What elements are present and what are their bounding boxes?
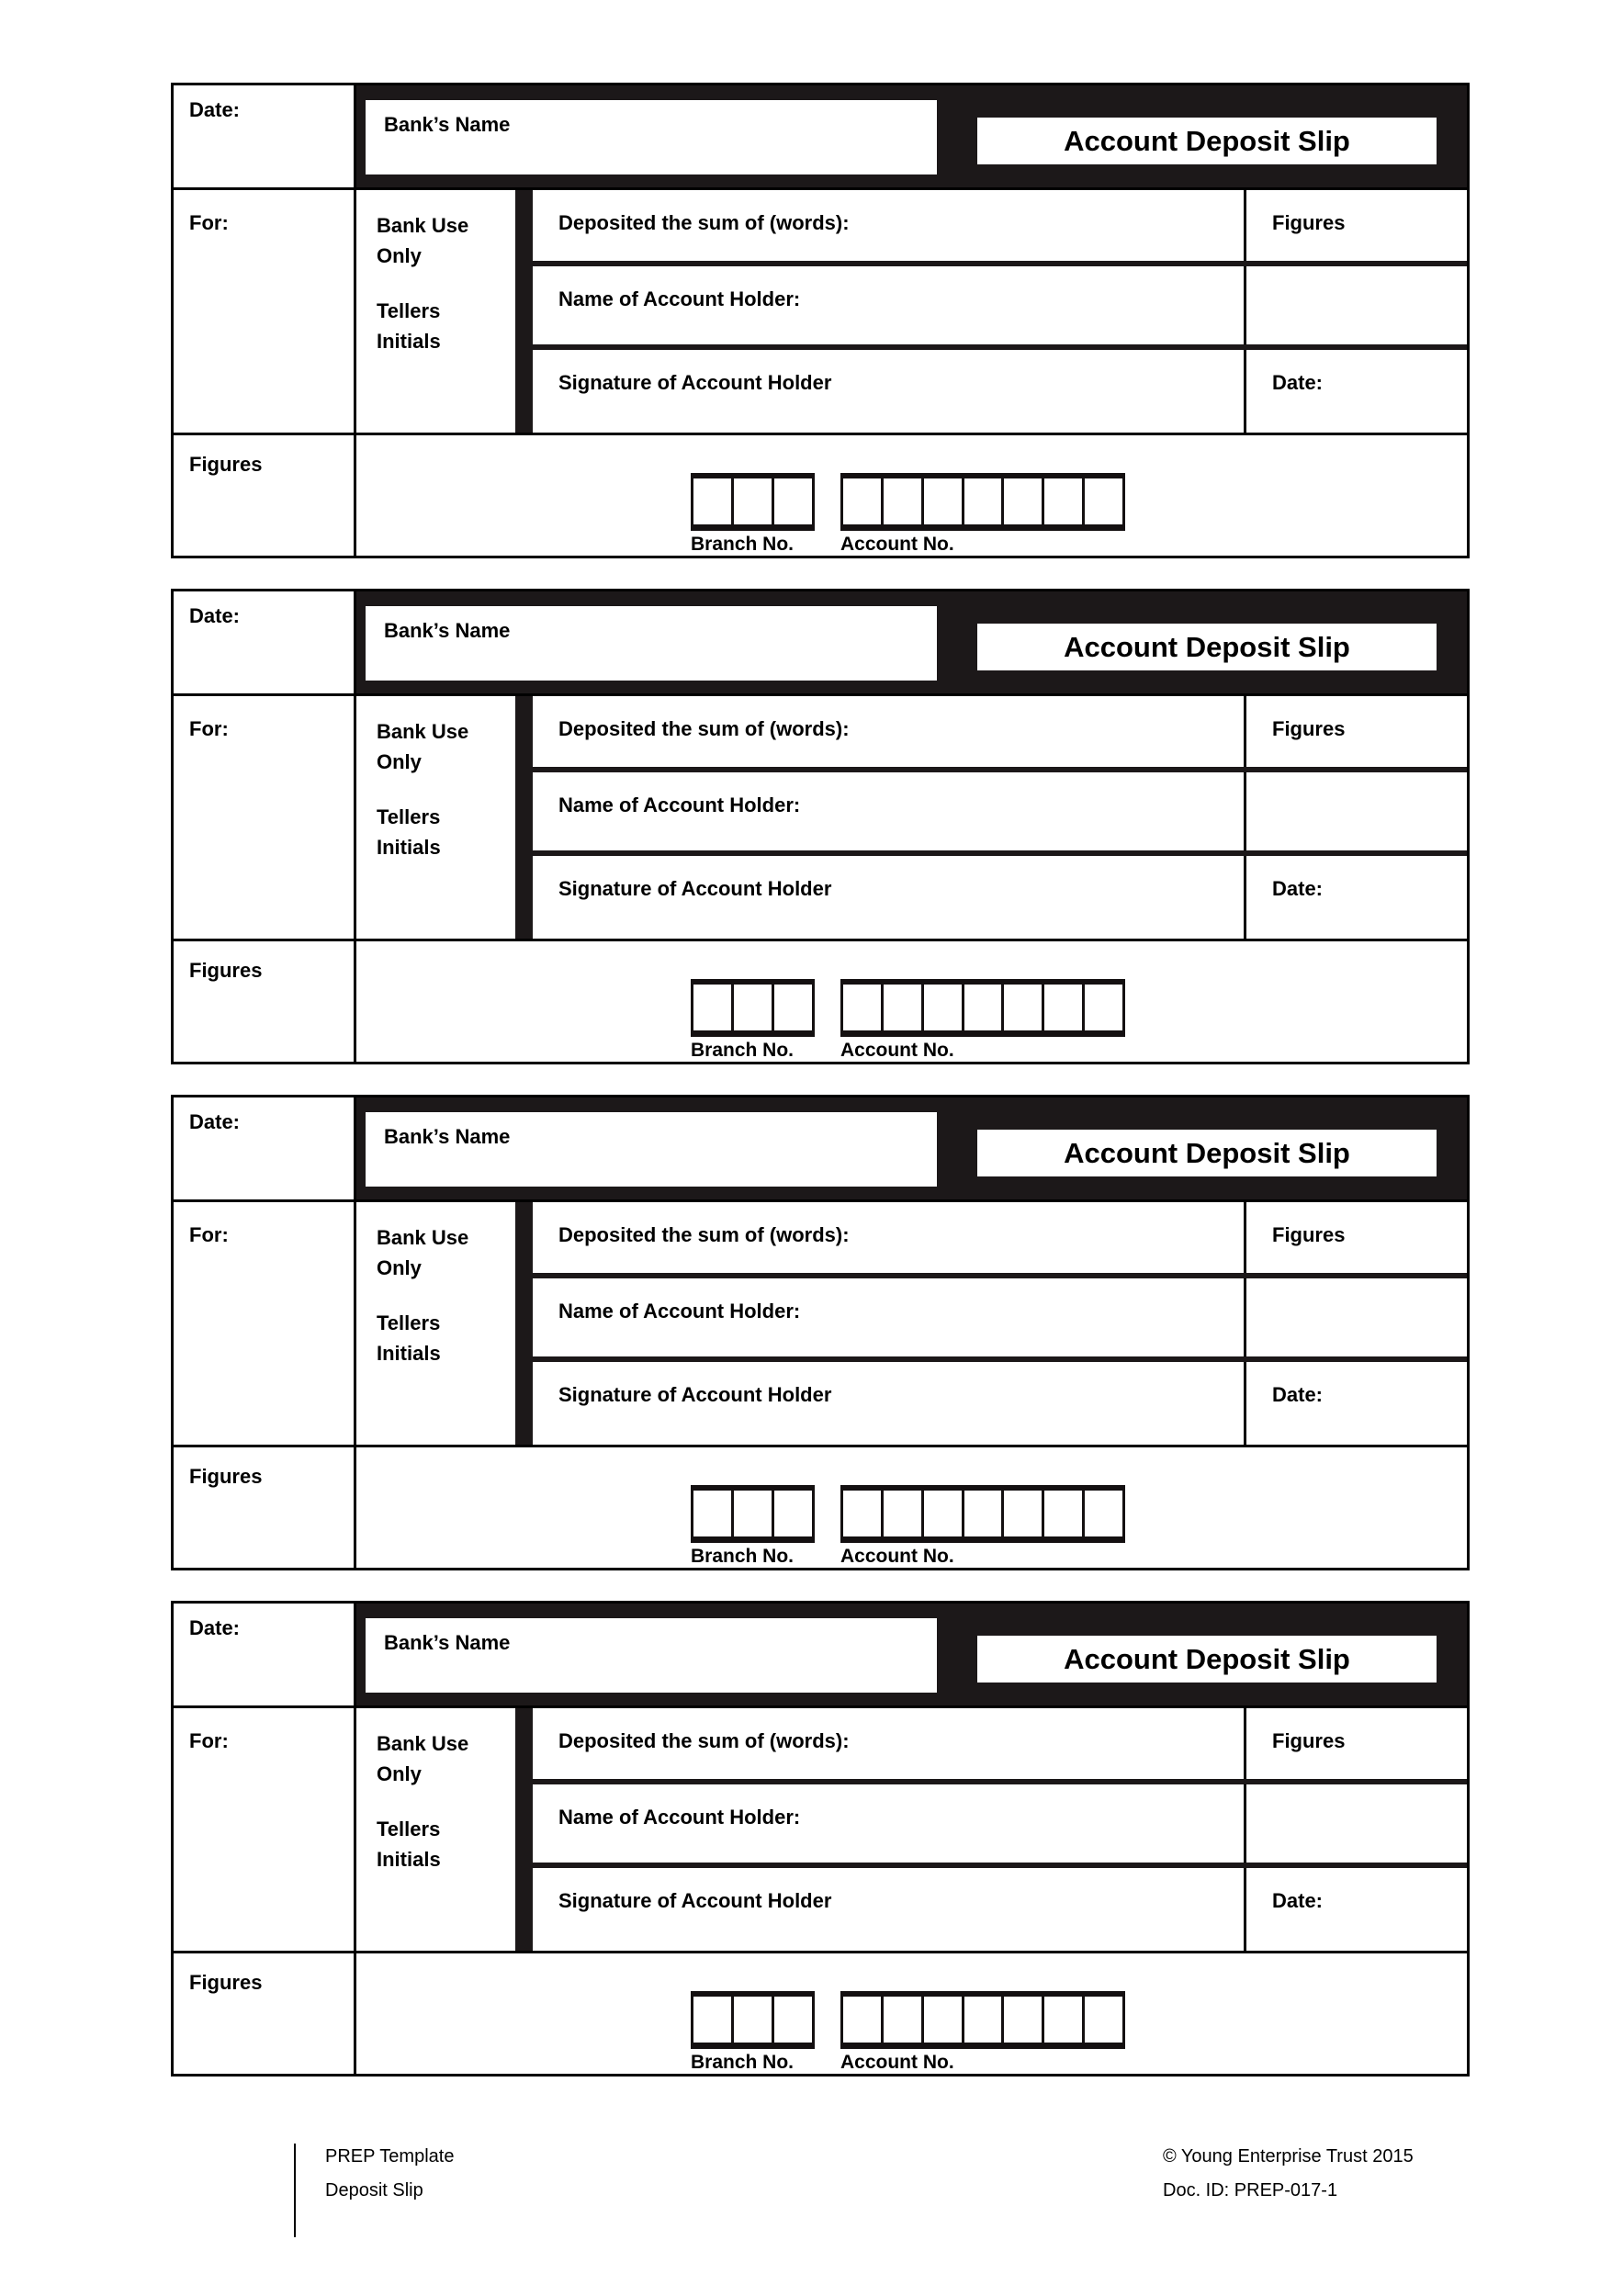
deposit-slip — [171, 589, 1470, 1064]
details-grid — [533, 696, 1467, 939]
signature-row — [533, 350, 1467, 433]
figures-row-label-cell — [174, 1953, 356, 2074]
figures-row — [174, 939, 1467, 1062]
branch-number-label: Branch No. — [691, 534, 795, 555]
slip-header — [174, 591, 1467, 696]
bank-name-box — [366, 100, 937, 174]
slip-middle — [174, 1708, 1467, 1951]
figures-header-cell — [1246, 696, 1467, 767]
signature-row — [533, 856, 1467, 939]
digit-box — [734, 1997, 774, 2043]
date-label: Date: — [189, 98, 241, 121]
account-number-group — [840, 1485, 1125, 1568]
digit-box — [774, 1491, 812, 1536]
signature-row — [533, 1362, 1467, 1445]
signature-cell — [533, 1868, 1246, 1951]
signature-date-label: Date: — [1272, 1383, 1324, 1406]
bank-use-only-label — [377, 716, 515, 777]
tellers-line: Tellers — [377, 1311, 441, 1334]
slip-title: Account Deposit Slip — [1064, 1642, 1350, 1675]
header-band — [356, 85, 1467, 187]
tellers-line: Initials — [377, 1342, 441, 1365]
deposited-cell — [533, 1708, 1246, 1779]
number-box-groups — [691, 1991, 1125, 2074]
bank-use-line: Bank Use — [377, 720, 469, 743]
account-number-label: Account No. — [840, 534, 954, 555]
figures-header-cell — [1246, 1202, 1467, 1273]
figures-entry-side-cell — [1246, 266, 1467, 344]
deposited-cell — [533, 1202, 1246, 1273]
header-band — [356, 1604, 1467, 1705]
figures-entry-side-cell — [1246, 1278, 1467, 1356]
tellers-initials-label — [377, 1814, 515, 1874]
tellers-initials-label — [377, 296, 515, 356]
signature-date-cell — [1246, 856, 1467, 939]
deposit-slip — [171, 1095, 1470, 1570]
figures-header-cell — [1246, 1708, 1467, 1779]
date-cell — [174, 1604, 356, 1705]
digit-box — [964, 1997, 1005, 2043]
branch-number-group — [691, 473, 815, 556]
digit-box — [1044, 478, 1085, 524]
digit-box — [884, 1997, 924, 2043]
slip-header — [174, 1604, 1467, 1708]
bank-use-line: Bank Use — [377, 1226, 469, 1249]
deposited-label: Deposited the sum of (words): — [558, 1223, 850, 1246]
thick-divider-bar — [515, 696, 533, 939]
details-grid — [533, 190, 1467, 433]
account-number-group — [840, 1991, 1125, 2074]
bank-use-cell — [356, 190, 515, 433]
account-holder-row — [533, 772, 1467, 856]
signature-label: Signature of Account Holder — [558, 1383, 832, 1406]
tellers-line: Initials — [377, 1848, 441, 1871]
figures-row-label-cell — [174, 435, 356, 556]
signature-cell — [533, 350, 1246, 433]
digit-box — [774, 1997, 812, 2043]
signature-label: Signature of Account Holder — [558, 877, 832, 900]
account-holder-row — [533, 1278, 1467, 1362]
slip-header — [174, 85, 1467, 190]
date-label: Date: — [189, 1616, 241, 1639]
digit-box — [774, 985, 812, 1030]
deposit-slip — [171, 83, 1470, 558]
figures-entry-side-cell — [1246, 1784, 1467, 1863]
account-number-boxes — [840, 1485, 1125, 1543]
branch-number-boxes — [691, 473, 815, 531]
bank-name-label: Bank’s Name — [384, 1631, 511, 1654]
bank-name-label: Bank’s Name — [384, 619, 511, 642]
signature-date-label: Date: — [1272, 1889, 1324, 1912]
account-number-boxes — [840, 1991, 1125, 2049]
digit-box — [734, 985, 774, 1030]
bank-use-line: Only — [377, 1256, 422, 1279]
title-box — [977, 1636, 1437, 1683]
digit-box — [1085, 985, 1122, 1030]
for-label: For: — [189, 211, 229, 234]
deposited-label: Deposited the sum of (words): — [558, 1729, 850, 1752]
deposited-row — [533, 1202, 1467, 1278]
account-holder-cell — [533, 1278, 1246, 1356]
bank-use-line: Bank Use — [377, 214, 469, 237]
slip-middle — [174, 696, 1467, 939]
signature-date-label: Date: — [1272, 877, 1324, 900]
deposited-cell — [533, 190, 1246, 261]
branch-number-label: Branch No. — [691, 2052, 795, 2073]
slip-middle — [174, 190, 1467, 433]
branch-number-label: Branch No. — [691, 1546, 795, 1567]
tellers-line: Tellers — [377, 299, 441, 322]
figures-entry-area — [356, 1953, 1467, 2074]
bank-use-only-label — [377, 1728, 515, 1789]
branch-number-group — [691, 1991, 815, 2074]
account-number-boxes — [840, 979, 1125, 1037]
figures-row — [174, 1951, 1467, 2074]
digit-box — [1004, 985, 1044, 1030]
header-band — [356, 591, 1467, 693]
tellers-initials-label — [377, 1308, 515, 1368]
footer-copyright: © Young Enterprise Trust 2015 — [1163, 2146, 1414, 2167]
tellers-initials-label — [377, 802, 515, 862]
bank-use-cell — [356, 696, 515, 939]
footer-doc-title: PREP Template — [325, 2146, 455, 2167]
date-label: Date: — [189, 604, 241, 627]
title-box — [977, 1130, 1437, 1176]
tellers-line: Tellers — [377, 1818, 441, 1840]
bank-use-line: Only — [377, 1762, 422, 1785]
signature-row — [533, 1868, 1467, 1951]
signature-date-cell — [1246, 1868, 1467, 1951]
tellers-line: Tellers — [377, 805, 441, 828]
number-box-groups — [691, 979, 1125, 1062]
account-holder-cell — [533, 266, 1246, 344]
account-number-boxes — [840, 473, 1125, 531]
signature-date-cell — [1246, 1362, 1467, 1445]
account-number-label: Account No. — [840, 2052, 954, 2073]
digit-box — [734, 478, 774, 524]
figures-entry-side-cell — [1246, 772, 1467, 850]
bank-use-cell — [356, 1708, 515, 1951]
figures-row-label: Figures — [189, 453, 263, 476]
for-cell — [174, 190, 356, 433]
bank-use-only-label — [377, 1222, 515, 1283]
digit-box — [1044, 1997, 1085, 2043]
for-label: For: — [189, 1729, 229, 1752]
bank-use-only-label — [377, 210, 515, 271]
figures-row-label: Figures — [189, 1465, 263, 1488]
deposited-row — [533, 1708, 1467, 1784]
digit-box — [924, 985, 964, 1030]
title-box — [977, 624, 1437, 670]
header-band — [356, 1097, 1467, 1199]
digit-box — [964, 985, 1005, 1030]
bank-name-label: Bank’s Name — [384, 1125, 511, 1148]
deposit-slips — [171, 83, 1470, 2077]
digit-box — [884, 478, 924, 524]
digit-box — [843, 985, 884, 1030]
digit-box — [964, 478, 1005, 524]
date-cell — [174, 1097, 356, 1199]
figures-row-label-cell — [174, 1447, 356, 1568]
digit-box — [843, 1491, 884, 1536]
digit-box — [884, 1491, 924, 1536]
figures-entry-area — [356, 1447, 1467, 1568]
details-grid — [533, 1708, 1467, 1951]
deposited-row — [533, 190, 1467, 266]
figures-row-label: Figures — [189, 1971, 263, 1994]
figures-label: Figures — [1272, 1223, 1346, 1246]
account-number-group — [840, 473, 1125, 556]
bank-use-line: Bank Use — [377, 1732, 469, 1755]
number-box-groups — [691, 473, 1125, 556]
digit-box — [924, 1997, 964, 2043]
digit-box — [1044, 985, 1085, 1030]
branch-number-boxes — [691, 1991, 815, 2049]
date-label: Date: — [189, 1110, 241, 1133]
bank-name-box — [366, 1112, 937, 1187]
figures-header-cell — [1246, 190, 1467, 261]
for-cell — [174, 1202, 356, 1445]
digit-box — [924, 1491, 964, 1536]
figures-row — [174, 1445, 1467, 1568]
digit-box — [843, 478, 884, 524]
figures-label: Figures — [1272, 211, 1346, 234]
account-holder-row — [533, 1784, 1467, 1868]
account-holder-label: Name of Account Holder: — [558, 1806, 801, 1829]
digit-box — [964, 1491, 1005, 1536]
deposited-label: Deposited the sum of (words): — [558, 717, 850, 740]
footer-document-info — [325, 2140, 454, 2208]
tellers-line: Initials — [377, 330, 441, 353]
digit-box — [1004, 478, 1044, 524]
thick-divider-bar — [515, 1708, 533, 1951]
slip-title: Account Deposit Slip — [1064, 1136, 1350, 1169]
figures-label: Figures — [1272, 1729, 1346, 1752]
footer-doc-id: Doc. ID: PREP-017-1 — [1163, 2180, 1338, 2200]
account-number-label: Account No. — [840, 1546, 954, 1567]
digit-box — [843, 1997, 884, 2043]
footer-divider-line — [294, 2144, 296, 2237]
deposited-row — [533, 696, 1467, 772]
digit-box — [1004, 1997, 1044, 2043]
branch-number-boxes — [691, 1485, 815, 1543]
deposited-label: Deposited the sum of (words): — [558, 211, 850, 234]
signature-date-cell — [1246, 350, 1467, 433]
slip-header — [174, 1097, 1467, 1202]
digit-box — [924, 478, 964, 524]
for-label: For: — [189, 1223, 229, 1246]
for-cell — [174, 696, 356, 939]
details-grid — [533, 1202, 1467, 1445]
signature-date-label: Date: — [1272, 371, 1324, 394]
digit-box — [1085, 1491, 1122, 1536]
deposited-cell — [533, 696, 1246, 767]
tellers-line: Initials — [377, 836, 441, 859]
digit-box — [1004, 1491, 1044, 1536]
for-cell — [174, 1708, 356, 1951]
digit-box — [1085, 1997, 1122, 2043]
figures-row — [174, 433, 1467, 556]
account-holder-label: Name of Account Holder: — [558, 793, 801, 816]
account-number-label: Account No. — [840, 1040, 954, 1061]
account-holder-label: Name of Account Holder: — [558, 287, 801, 310]
digit-box — [693, 478, 734, 524]
digit-box — [693, 985, 734, 1030]
branch-number-label: Branch No. — [691, 1040, 795, 1061]
figures-row-label-cell — [174, 941, 356, 1062]
thick-divider-bar — [515, 190, 533, 433]
account-holder-label: Name of Account Holder: — [558, 1300, 801, 1322]
bank-use-cell — [356, 1202, 515, 1445]
slip-title: Account Deposit Slip — [1064, 124, 1350, 157]
figures-row-label: Figures — [189, 959, 263, 982]
branch-number-boxes — [691, 979, 815, 1037]
thick-divider-bar — [515, 1202, 533, 1445]
signature-cell — [533, 856, 1246, 939]
for-label: For: — [189, 717, 229, 740]
footer-doc-subtitle: Deposit Slip — [325, 2180, 423, 2200]
account-holder-cell — [533, 772, 1246, 850]
account-number-group — [840, 979, 1125, 1062]
bank-name-box — [366, 606, 937, 681]
slip-middle — [174, 1202, 1467, 1445]
footer-copyright-info — [1163, 2140, 1414, 2208]
date-cell — [174, 591, 356, 693]
figures-entry-area — [356, 435, 1467, 556]
figures-label: Figures — [1272, 717, 1346, 740]
bank-name-label: Bank’s Name — [384, 113, 511, 136]
bank-use-line: Only — [377, 244, 422, 267]
digit-box — [774, 478, 812, 524]
date-cell — [174, 85, 356, 187]
account-holder-row — [533, 266, 1467, 350]
digit-box — [1085, 478, 1122, 524]
digit-box — [1044, 1491, 1085, 1536]
figures-entry-area — [356, 941, 1467, 1062]
bank-name-box — [366, 1618, 937, 1693]
digit-box — [693, 1997, 734, 2043]
account-holder-cell — [533, 1784, 1246, 1863]
slip-title: Account Deposit Slip — [1064, 630, 1350, 663]
deposit-slip — [171, 1601, 1470, 2077]
title-box — [977, 118, 1437, 164]
number-box-groups — [691, 1485, 1125, 1568]
signature-label: Signature of Account Holder — [558, 1889, 832, 1912]
signature-cell — [533, 1362, 1246, 1445]
branch-number-group — [691, 1485, 815, 1568]
signature-label: Signature of Account Holder — [558, 371, 832, 394]
digit-box — [734, 1491, 774, 1536]
branch-number-group — [691, 979, 815, 1062]
bank-use-line: Only — [377, 750, 422, 773]
digit-box — [884, 985, 924, 1030]
digit-box — [693, 1491, 734, 1536]
